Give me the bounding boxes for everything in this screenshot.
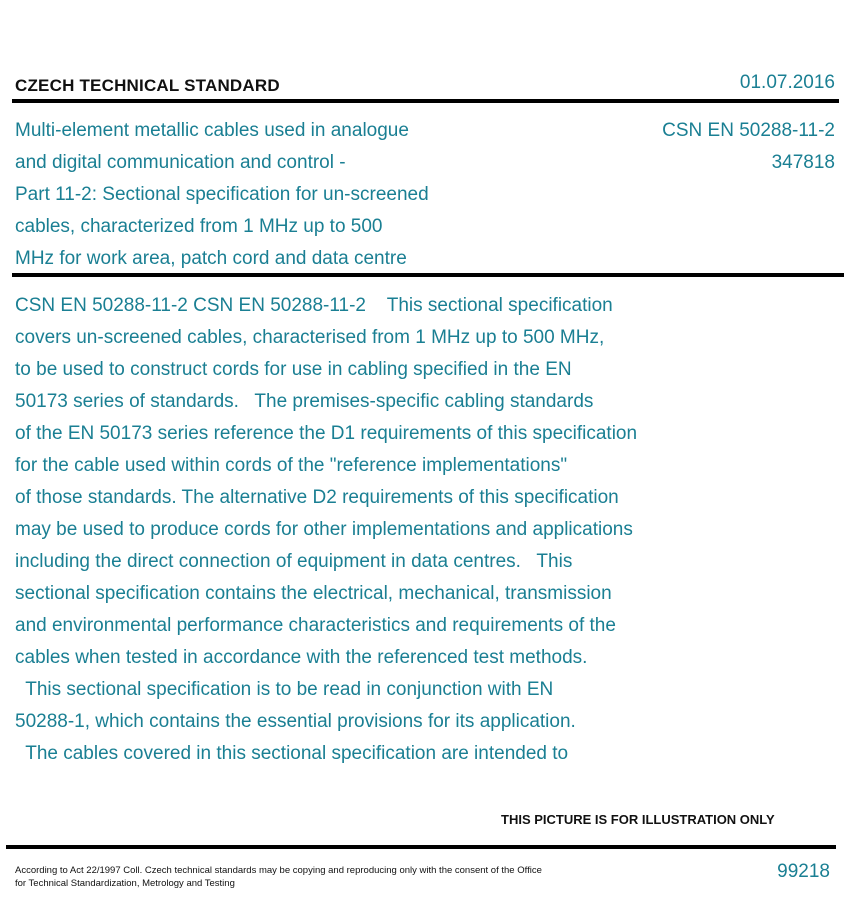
abstract-line: This sectional specification is to be read in conjunction with EN — [15, 679, 554, 700]
abstract-line: covers un-screened cables, characterised from 1 MHz up to 500 MHz, — [15, 327, 605, 348]
footer-code: 99218 — [777, 861, 830, 882]
abstract-line: and environmental performance characteristics and requirements of the — [15, 615, 616, 636]
abstract-line: sectional specification contains the electrical, mechanical, transmission — [15, 583, 612, 604]
abstract-line: of those standards. The alternative D2 requirements of this specification — [15, 487, 619, 508]
document-title-line: Part 11-2: Sectional specification for un-screened — [15, 184, 429, 205]
abstract-line: CSN EN 50288-11-2 CSN EN 50288-11-2 This sectional specification — [15, 295, 613, 316]
document-title-line: and digital communication and control - — [15, 152, 346, 173]
title-divider — [12, 273, 844, 277]
catalog-number: 347818 — [771, 152, 835, 173]
document-title-line: Multi-element metallic cables used in analogue — [15, 120, 409, 141]
abstract-line: cables when tested in accordance with the referenced test methods. — [15, 647, 588, 668]
abstract-line: 50288-1, which contains the essential provisions for its application. — [15, 711, 576, 732]
document-title-line: MHz for work area, patch cord and data centre — [15, 248, 407, 269]
copyright-notice-line: for Technical Standardization, Metrology and Testing — [15, 878, 235, 889]
standard-code: CSN EN 50288-11-2 — [662, 120, 835, 141]
footer-divider — [6, 845, 836, 849]
abstract-line: of the EN 50173 series reference the D1 requirements of this specification — [15, 423, 638, 444]
abstract-line: may be used to produce cords for other implementations and applications — [15, 519, 633, 540]
document-title-line: cables, characterized from 1 MHz up to 500 — [15, 216, 383, 237]
abstract-line: including the direct connection of equipment in data centres. This — [15, 551, 573, 572]
header-divider — [12, 99, 839, 103]
abstract-line: 50173 series of standards. The premises-specific cabling standards — [15, 391, 594, 412]
illustration-disclaimer: THIS PICTURE IS FOR ILLUSTRATION ONLY — [501, 812, 775, 827]
abstract-line: for the cable used within cords of the "reference implementations" — [15, 455, 568, 476]
standard-category-title: CZECH TECHNICAL STANDARD — [15, 76, 280, 95]
document-codes — [662, 115, 835, 179]
abstract-line: The cables covered in this sectional specification are intended to — [15, 743, 569, 764]
abstract-line: to be used to construct cords for use in cabling specified in the EN — [15, 359, 572, 380]
copyright-notice-line: According to Act 22/1997 Coll. Czech technical standards may be copying and reproducing only with the consent of the Office — [15, 865, 542, 876]
document-title — [15, 115, 495, 275]
abstract-text — [15, 290, 795, 770]
publication-date: 01.07.2016 — [739, 72, 835, 93]
copyright-notice — [15, 864, 542, 890]
